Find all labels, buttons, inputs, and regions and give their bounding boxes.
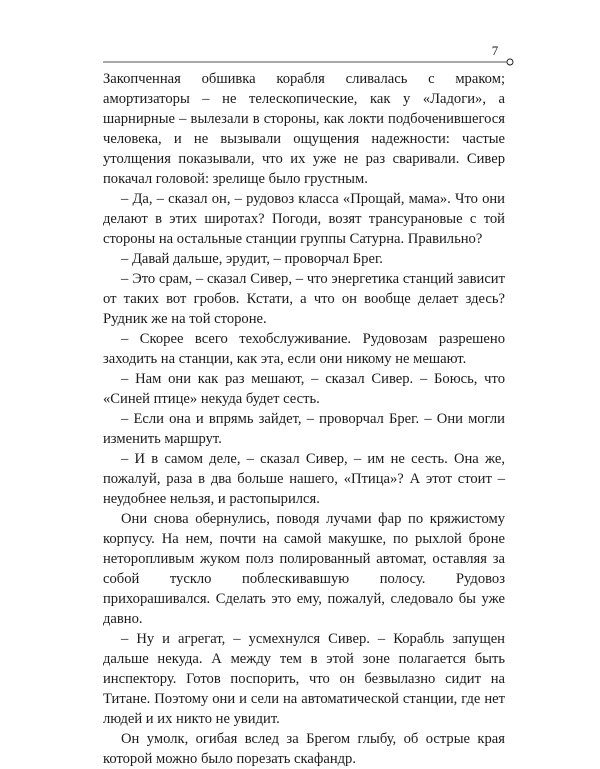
paragraph: – Это срам, – сказал Сивер, – что энергетика станций зависит от таких вот гробов. Кстати, а что он вообще делает здесь? Рудник же на той стороне. <box>103 271 505 327</box>
paragraph: – Ну и агрегат, – усмехнулся Сивер. – Корабль запущен дальше некуда. А между тем в этой зоне полагается быть инспектору. Готов поспорить, что он безвылазно сидит на Титане. Поэтому они и сели на автоматической станции, где нет людей и их никто не увидит. <box>103 631 505 727</box>
page-number: 7 <box>491 43 499 58</box>
header-line-end-circle <box>507 59 513 65</box>
page-header <box>0 0 600 80</box>
paragraph: – И в самом деле, – сказал Сивер, – им не сесть. Она же, пожалуй, раза в два больше нашего, «Птица»? А этот стоит – неудобнее нельзя, и растопырился. <box>103 451 505 507</box>
paragraph: Они снова обернулись, поводя лучами фар по кряжистому корпусу. На нем, почти на самой макушке, по рыхлой броне неторопливым жуком полз полированный автомат, оставляя за собой тускло поблескивавшую полосу. Рудовоз прихорашивался. Сделать это ему, пожалуй, следовало бы уже давно. <box>103 511 505 627</box>
paragraph: Закопченная обшивка корабля сливалась с мраком; амортизаторы – не телескопические, как у «Ладоги», а шарнирные – вылезали в стороны, как локти подбоченившегося человека, и не вызывали ощущения надежности: частые утолщения показывали, что их уже не раз сваривали. Сивер покачал головой: зрелище было грустным. <box>103 71 505 187</box>
paragraph: – Скорее всего техобслуживание. Рудовозам разрешено заходить на станции, как эта, если они никому не мешают. <box>103 331 505 367</box>
paragraph: Он умолк, огибая вслед за Брегом глыбу, об острые края которой можно было порезать скафандр. <box>103 731 505 767</box>
paragraph: – Нам они как раз мешают, – сказал Сивер. – Боюсь, что «Синей птице» некуда будет сесть. <box>103 371 505 407</box>
paragraph: – Да, – сказал он, – рудовоз класса «Прощай, мама». Что они делают в этих широтах? Погоди, возят трансурановые с той стороны на остальные станции группы Сатурна. Правильно? <box>103 191 505 247</box>
text-body <box>103 69 505 769</box>
paragraph: – Давай дальше, эрудит, – проворчал Брег. <box>121 251 383 267</box>
paragraph: – Если она и впрямь зайдет, – проворчал Брег. – Они могли изменить маршрут. <box>103 411 505 447</box>
header-rule <box>0 0 600 80</box>
